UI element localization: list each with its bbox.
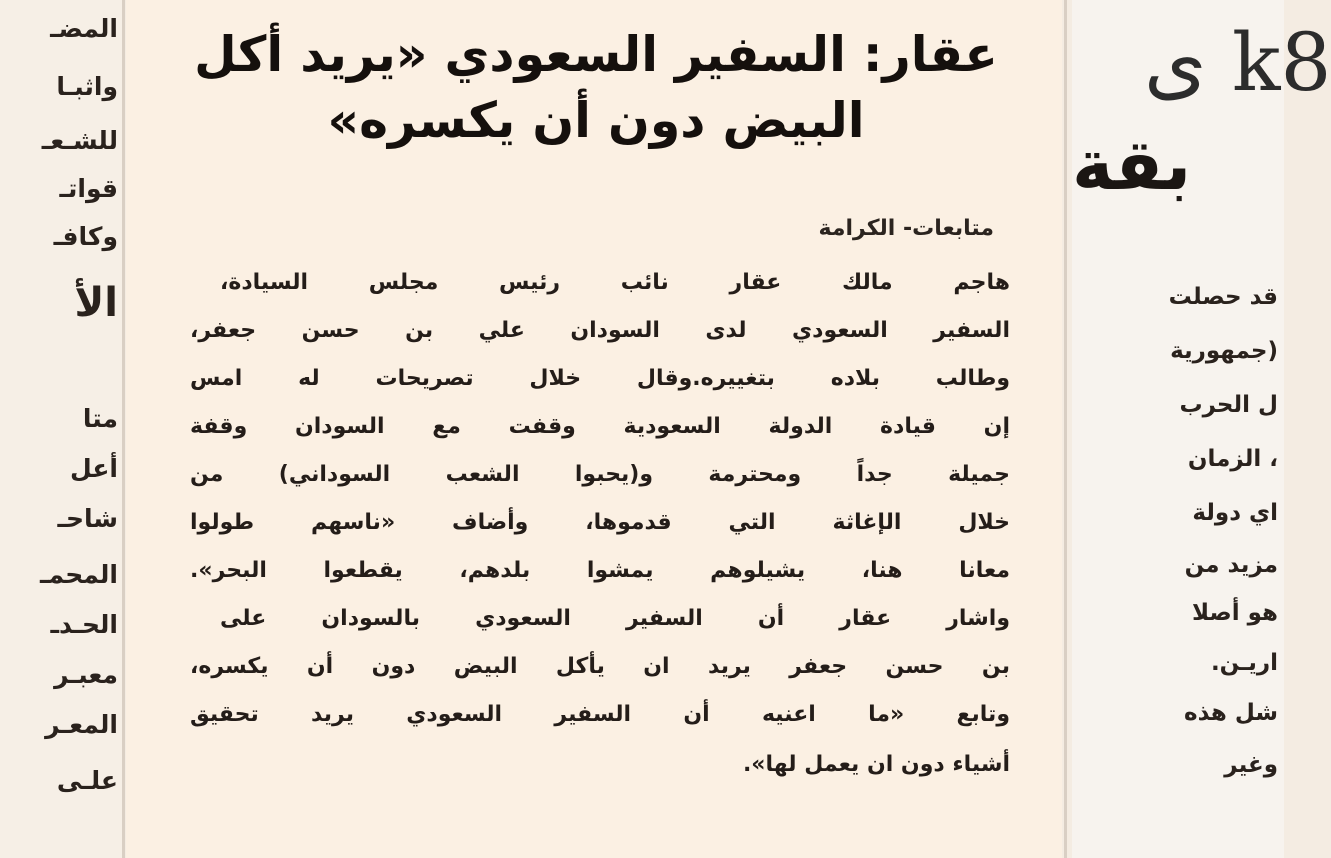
left-article-column: [0, 0, 122, 858]
article-headline: [146, 22, 1046, 154]
body-line: وتابع «ما اعنيه أن السفير السعودي يريد تحقيق: [190, 702, 1010, 727]
left-text-line: المحمـ: [39, 560, 118, 589]
left-text-line: وكافـ: [53, 222, 118, 251]
left-text-line: واثبـا: [56, 72, 118, 101]
right-text-line: اريـن.: [1210, 650, 1278, 676]
right-headline: k8 ى: [1144, 16, 1331, 109]
left-text-line: المعـر: [45, 710, 118, 739]
right-text-line: شل هذه: [1184, 700, 1278, 726]
body-line: هاجم مالك عقار نائب رئيس مجلس السيادة،: [220, 270, 1010, 295]
headline-line: عقار: السفير السعودي «يريد أكل: [194, 26, 998, 83]
right-text-line: اي دولة: [1192, 500, 1278, 526]
left-text-line: شاحـ: [57, 504, 118, 533]
left-text-line: علـى: [56, 766, 118, 795]
left-heading: الأ: [74, 280, 118, 326]
left-text-line: للشـعـ: [41, 126, 118, 155]
article-byline: متابعات- الكرامة: [818, 216, 994, 241]
right-text-line: ، الزمان: [1187, 446, 1278, 472]
right-text-line: هو أصلا: [1192, 600, 1278, 626]
column-divider: [1064, 0, 1067, 858]
body-line: خلال الإغاثة التي قدموها، وأضاف «ناسهم طولوا: [190, 510, 1010, 535]
body-line: جميلة جداً ومحترمة و(يحبوا الشعب السوداني) من: [190, 462, 1010, 487]
left-text-line: معبـر: [54, 660, 118, 689]
right-text-line: قد حصلت: [1168, 284, 1278, 310]
body-line: معانا هنا، يشيلوهم يمشوا بلدهم، يقطعوا البحر».: [190, 558, 1010, 583]
left-text-line: متا: [82, 404, 118, 433]
left-text-line: قواتـ: [59, 174, 118, 203]
main-article: [126, 0, 1062, 858]
column-divider: [122, 0, 125, 858]
body-line: إن قيادة الدولة السعودية وقفت مع السودان وقفة: [190, 414, 1010, 439]
right-headline-fragment: بقة: [1072, 124, 1192, 206]
body-line: السفير السعودي لدى السودان علي بن حسن جعفر،: [190, 318, 1010, 343]
left-text-line: أعل: [70, 454, 118, 483]
right-text-line: ل الحرب: [1179, 392, 1278, 418]
right-text-line: (جمهورية: [1170, 338, 1278, 364]
left-text-line: المضـ: [50, 14, 118, 43]
headline-line: البيض دون أن يكسره»: [327, 92, 865, 149]
right-text-line: مزيد من: [1184, 552, 1278, 578]
right-article-column: [1072, 0, 1331, 858]
body-line: أشياء دون ان يعمل لها».: [742, 752, 1010, 777]
right-text-line: وغير: [1224, 752, 1278, 778]
body-line: واشار عقار أن السفير السعودي بالسودان على: [220, 606, 1010, 631]
left-text-line: الحـدـ: [50, 610, 118, 639]
body-line: وطالب بلاده بتغييره.وقال خلال تصريحات له امس: [190, 366, 1010, 391]
body-line: بن حسن جعفر يريد ان يأكل البيض دون أن يكسره،: [190, 654, 1010, 679]
